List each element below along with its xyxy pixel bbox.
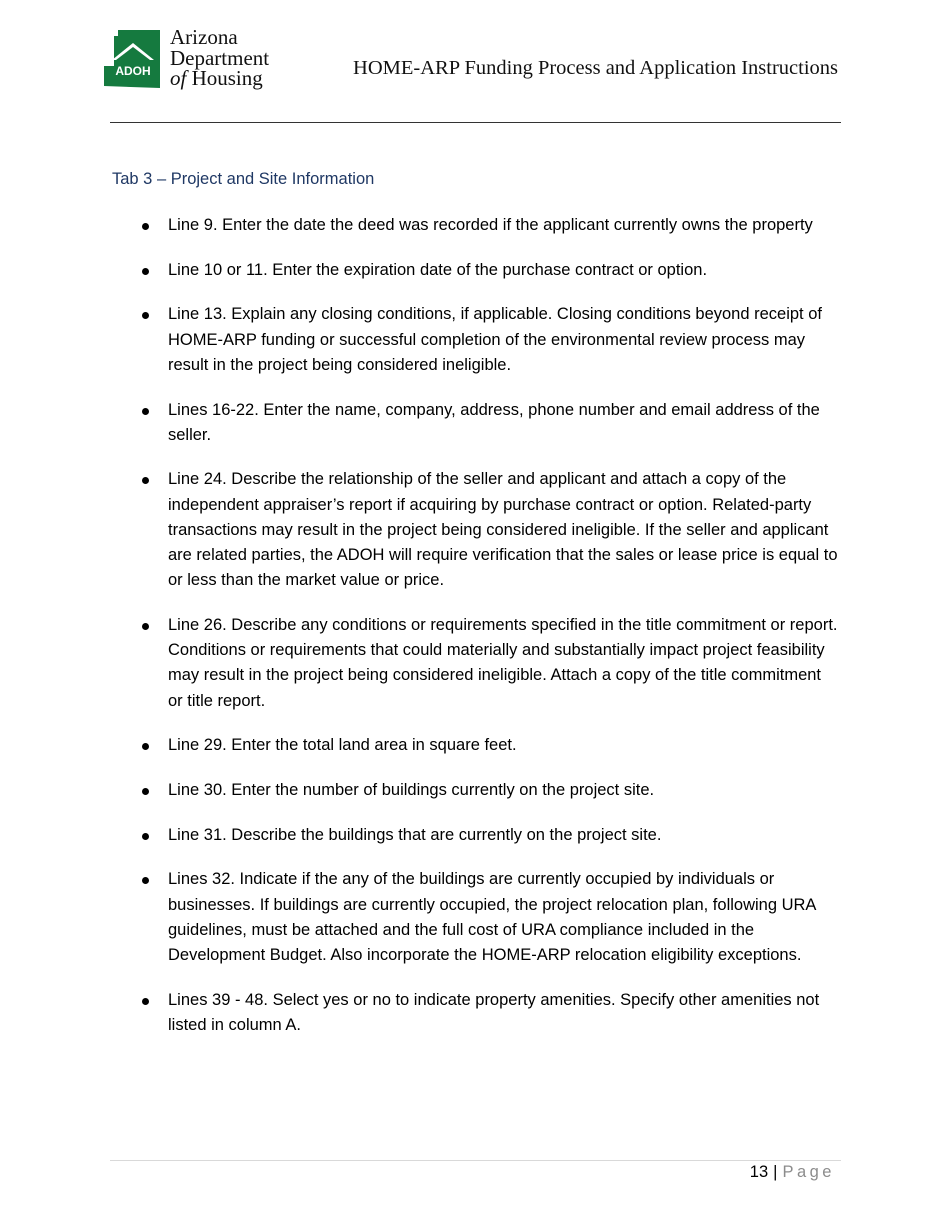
list-item: Line 24. Describe the relationship of the seller and applicant and attach a copy of the independent appraiser’s report if acquiring by purchase contract or option. Related-party transactions may result in the project being considered ineligible. If the seller and applicant are related parties, the ADOH will require verification that the sales or lease price is equal to or less than the market value or price. <box>110 467 840 593</box>
list-item: Line 29. Enter the total land area in square feet. <box>110 733 840 758</box>
list-item: Line 26. Describe any conditions or requirements specified in the title commitment or report. Conditions or requirements that could materially and substantially impact project feasibility may result in the project being considered ineligible. Attach a copy of the title commitment or title report. <box>110 613 840 714</box>
bullet-icon <box>142 623 149 630</box>
footer-divider <box>110 1160 841 1161</box>
instruction-list <box>110 213 840 1058</box>
page-number: 13 <box>749 1163 769 1181</box>
logo-line-3: of Housing <box>170 66 263 90</box>
list-item: Line 31. Describe the buildings that are currently on the project site. <box>110 823 840 848</box>
bullet-icon <box>142 477 149 484</box>
bullet-icon <box>142 833 149 840</box>
list-item: Line 13. Explain any closing conditions, if applicable. Closing conditions beyond receipt of HOME-ARP funding or successful completion of the environmental review process may result in the project being considered ineligible. <box>110 302 840 378</box>
page-label: Page <box>782 1163 835 1181</box>
house-logo-icon <box>104 30 162 90</box>
document-title: HOME-ARP Funding Process and Application Instructions <box>353 57 838 79</box>
bullet-icon <box>142 743 149 750</box>
bullet-icon <box>142 223 149 230</box>
list-item: Line 9. Enter the date the deed was recorded if the applicant currently owns the property <box>110 213 840 238</box>
list-item: Lines 39 - 48. Select yes or no to indicate property amenities. Specify other amenities not listed in column A. <box>110 988 840 1038</box>
adoh-logo <box>104 25 284 94</box>
list-item: Lines 32. Indicate if the any of the buildings are currently occupied by individuals or businesses. If buildings are currently occupied, the project relocation plan, following URA guidelines, must be attached and the full cost of URA compliance included in the Development Budget. Also incorporate the HOME-ARP relocation eligibility exceptions. <box>110 867 840 968</box>
bullet-icon <box>142 998 149 1005</box>
list-item: Line 30. Enter the number of buildings currently on the project site. <box>110 778 840 803</box>
logo-wordmark <box>170 27 269 89</box>
list-item: Lines 16-22. Enter the name, company, address, phone number and email address of the seller. <box>110 398 840 448</box>
bullet-icon <box>142 408 149 415</box>
bullet-icon <box>142 877 149 884</box>
bullet-icon <box>142 788 149 795</box>
footer-separator: | <box>773 1163 778 1181</box>
bullet-icon <box>142 312 149 319</box>
section-heading: Tab 3 – Project and Site Information <box>112 170 375 188</box>
logo-line-1: Arizona <box>170 25 238 49</box>
header-divider <box>110 122 841 123</box>
list-item: Line 10 or 11. Enter the expiration date of the purchase contract or option. <box>110 258 840 283</box>
page-footer <box>750 1163 835 1182</box>
bullet-icon <box>142 268 149 275</box>
logo-line-2: Department <box>170 45 270 70</box>
logo-badge-text: ADOH <box>115 64 151 78</box>
page-header <box>0 0 950 124</box>
